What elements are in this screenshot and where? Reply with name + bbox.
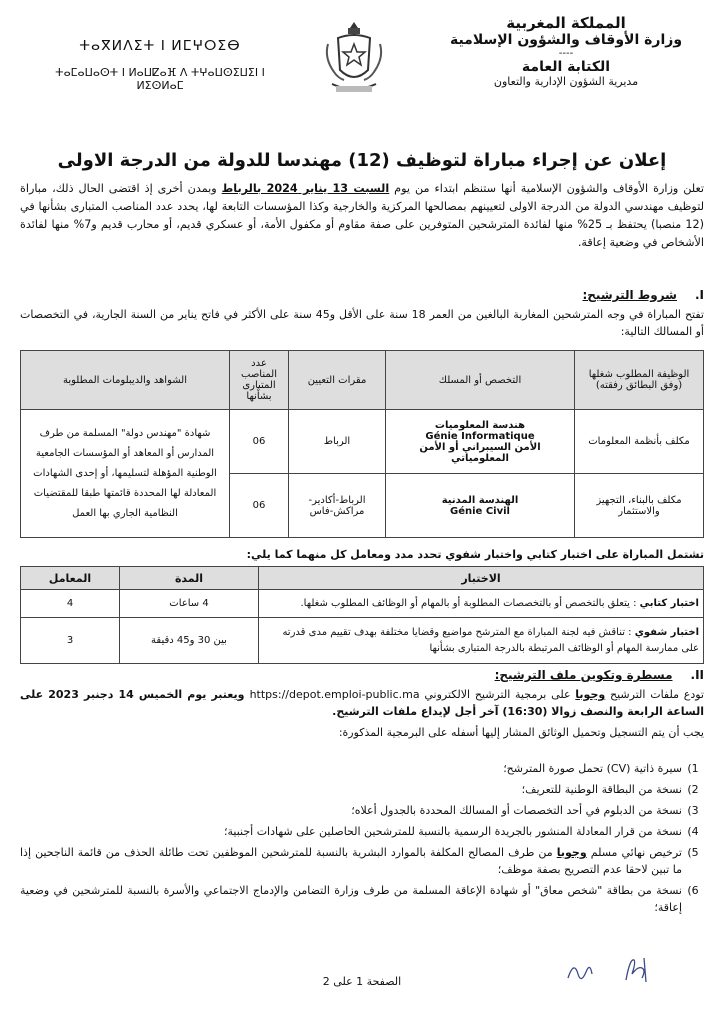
- exam-desc: : يتعلق بالتخصص أو بالتخصصات المطلوبة أو بالمهام أو الوظائف المطلوب شغلها.: [300, 598, 637, 609]
- list-item: [20, 781, 704, 798]
- cell-count: 06: [230, 474, 289, 538]
- exam-desc: : تناقش فيه لجنة المباراة مع المترشح مواضيع وقضايا مختلفة بهدف تقييم مدى قدرته على ممارسة المهام أو الوظائف المرتبطة بالدرجة المتبارى بشأنها: [282, 626, 699, 654]
- section-2-heading: مسطرة وتكوين ملف الترشيح:: [494, 668, 673, 682]
- secretariat-name: الكتابة العامة: [521, 59, 611, 75]
- exam-label: اختبار كتابي: [639, 598, 699, 609]
- cell-position: مكلف بالبناء، التجهيز والاستثمار: [575, 474, 704, 538]
- cell-location: الرباط-أكادير-مراكش-فاس: [289, 474, 386, 538]
- list-text: [20, 844, 682, 878]
- list-text: نسخة من الدبلوم في أحد التخصصات أو المسالك المحددة بالجدول أعلاه؛: [351, 804, 682, 817]
- list-text: نسخة من البطاقة الوطنية للتعريف؛: [521, 783, 682, 796]
- specialty-ar: هندسة المعلوميات: [434, 419, 526, 431]
- section-1-number: I.: [694, 288, 704, 302]
- intro-paragraph: [20, 180, 704, 252]
- col-duration: المدة: [120, 567, 259, 590]
- specialty-ar2: الأمن السيبراني أو الأمن المعلومياتي: [419, 441, 541, 464]
- list-item: [20, 882, 704, 916]
- exam-written: [259, 590, 704, 618]
- intro-date: السبت 13 يناير 2024 بالرباط: [221, 182, 390, 195]
- exam-label: اختبار شفوي: [634, 626, 699, 638]
- list-number: 1): [687, 762, 699, 775]
- col-position: الوظيفة المطلوب شغلها (وفق البطائق رفقته): [575, 351, 704, 410]
- list-number: 3): [687, 804, 699, 817]
- header-separator: ----: [558, 48, 574, 59]
- list-text-a: ترخيص نهائي مسلم: [586, 846, 682, 859]
- specialty-fr: Génie Informatique: [425, 430, 535, 442]
- section-2-para-1: [20, 686, 704, 720]
- list-mandatory: وجوبا: [556, 846, 587, 859]
- col-location: مقرات التعيين: [289, 351, 386, 410]
- cell-position: مكلف بأنظمة المعلومات: [575, 410, 704, 474]
- tifinagh-line-1: ⵜⴰⴳⵍⴷⵉⵜ ⵏ ⵍⵎⵖⵔⵉⴱ: [79, 38, 241, 54]
- list-number: 2): [687, 783, 699, 796]
- cell-diplomas: شهادة "مهندس دولة" المسلمة من طرف المدارس أو المعاهد أو المؤسسات الجامعية الوطنية المؤهلة لتسليمها، أو إحدى الشهادات المعادلة لها المحددة قائمتها طبقا للمقتضيات النظامية الجاري بها العمل: [21, 410, 230, 538]
- intro-text-a: تعلن وزارة الأوقاف والشؤون الإسلامية أنها ستنظم ابتداء من يوم: [389, 182, 705, 195]
- application-url-link[interactable]: https://depot.emploi-public.ma: [249, 688, 420, 701]
- list-text: نسخة من بطاقة "شخص معاق" أو شهادة الإعاقة المسلمة من طرف وزارة التضامن والإدماج الاجتماعي والأسرة بالنسبة للمترشحين في وضعية إعاقة؛: [20, 884, 682, 914]
- kingdom-name: المملكة المغربية: [506, 14, 626, 32]
- section-conditions: [20, 288, 704, 340]
- exam-intro: [20, 546, 704, 563]
- exam-table: [20, 566, 704, 664]
- exam-intro-text: تشتمل المباراة على اختبار كتابي واختبار شفوي تحدد مدد ومعامل كل منهما كما يلي:: [246, 548, 704, 561]
- list-text-b: من طرف المصالح المكلفة بالموارد البشرية بالنسبة للمترشحين الموظفين تحت طائلة الحذف من قائمة الناجحين إذا ما تبين لاحقا عدم التصريح بصفة موظف؛: [20, 846, 682, 876]
- col-diplomas: الشواهد والديبلومات المطلوبة: [21, 351, 230, 410]
- cell-specialty: [386, 410, 575, 474]
- exam-coef: 3: [21, 618, 120, 664]
- cell-count: 06: [230, 410, 289, 474]
- list-number: 4): [687, 825, 699, 838]
- col-specialty: التخصص أو المسلك: [386, 351, 575, 410]
- directorate-name: مديرية الشؤون الإدارية والتعاون: [493, 75, 639, 88]
- section-2-number: II.: [690, 668, 704, 682]
- s2-mandatory: وجوبا: [575, 688, 606, 701]
- positions-table: [20, 350, 704, 538]
- s2-text-b: على برمجية الترشيح الالكتروني: [419, 688, 576, 701]
- list-item: [20, 760, 704, 777]
- s2-text-a: تودع ملفات الترشيح: [605, 688, 704, 701]
- exam-duration: 4 ساعات: [120, 590, 259, 618]
- royal-emblem-icon: [318, 18, 390, 98]
- col-coef: المعامل: [21, 567, 120, 590]
- list-number: 6): [687, 884, 699, 897]
- col-exam: الاختبار: [259, 567, 704, 590]
- list-item: [20, 823, 704, 840]
- section-1-heading: شروط الترشيح:: [582, 288, 677, 302]
- list-text: نسخة من قرار المعادلة المنشور بالجريدة الرسمية بالنسبة للمترشحين الحاصلين على شهادات أجنبية؛: [224, 825, 682, 838]
- exam-oral: [259, 618, 704, 664]
- exam-table-wrap: [20, 566, 704, 664]
- section-1-title: [20, 288, 704, 302]
- section-procedure: [20, 668, 704, 741]
- intro-text-b: وبمدن أخرى إذ اقتضى الحال ذلك، مباراة لتوظيف مهندسي الدولة من الدرجة الاولى لتعيينهم بمصالحها المركزية والخارجية وكذا المؤسسات التابعة لها، يحدد عدد المناصب المتبارى بشأنها في (12 منصبا) يحتفظ بـ 25% منها لفائدة المترشحين المتوفرين على صفة مقاوم أو مكفول الأمة، أو عسكري قديم، أو محارب قديم و7% منها لفائدة الأشخاص في وضعية إعاقة.: [20, 182, 704, 249]
- page-footer: الصفحة 1 على 2: [322, 975, 402, 988]
- exam-header-row: [21, 567, 704, 590]
- list-text: سيرة ذاتية (CV) تحمل صورة المترشح؛: [503, 762, 682, 775]
- table-row: [21, 618, 704, 664]
- exam-coef: 4: [21, 590, 120, 618]
- section-1-text: تفتح المباراة في وجه المترشحين المغاربة البالغين من العمر 18 سنة على الأقل و45 سنة على الأكثر في فاتح يناير من السنة الجارية، في التخصصات أو المسالك التالية:: [20, 308, 704, 338]
- cell-location: الرباط: [289, 410, 386, 474]
- section-2-para-2: يجب أن يتم التسجيل وتحميل الوثائق المشار إليها أسفله على البرمجية المذكورة:: [338, 726, 704, 739]
- documents-list: [20, 760, 704, 920]
- header-tifinagh: [30, 38, 290, 92]
- table-row: [21, 410, 704, 474]
- list-item: [20, 844, 704, 878]
- list-item: [20, 802, 704, 819]
- section-2-title: [20, 668, 704, 682]
- header-arabic: [436, 14, 696, 88]
- ministry-name: وزارة الأوقاف والشؤون الإسلامية: [449, 32, 683, 48]
- positions-table-wrap: [20, 350, 704, 538]
- table-header-row: [21, 351, 704, 410]
- s2-text-c: ويعتبر يوم الخميس 14 دجنبر 2023 على الساعة الرابعة والنصف زوالا (16:30) آخر أجل لإيداع ملفات الترشيح.: [20, 688, 704, 718]
- col-count: عدد المناصب المتبارى بشأنها: [230, 351, 289, 410]
- specialty-ar: الهندسة المدنية: [441, 494, 519, 506]
- exam-duration: بين 30 و45 دقيقة: [120, 618, 259, 664]
- table-row: [21, 590, 704, 618]
- tifinagh-line-2: ⵜⴰⵎⴰⵡⴰⵙⵜ ⵏ ⵍⴰⵡⵇⴰⴼ ⴷ ⵜⵖⴰⵡⵙⵉⵡⵉⵏ ⵏ ⵍⵉⵙⵍⴰⵎ: [55, 66, 265, 92]
- announcement-title: إعلان عن إجراء مباراة لتوظيف (12) مهندسا للدولة من الدرجة الاولى: [57, 150, 667, 171]
- cell-specialty: [386, 474, 575, 538]
- list-number: 5): [687, 846, 699, 859]
- specialty-fr: Génie Civil: [450, 505, 510, 517]
